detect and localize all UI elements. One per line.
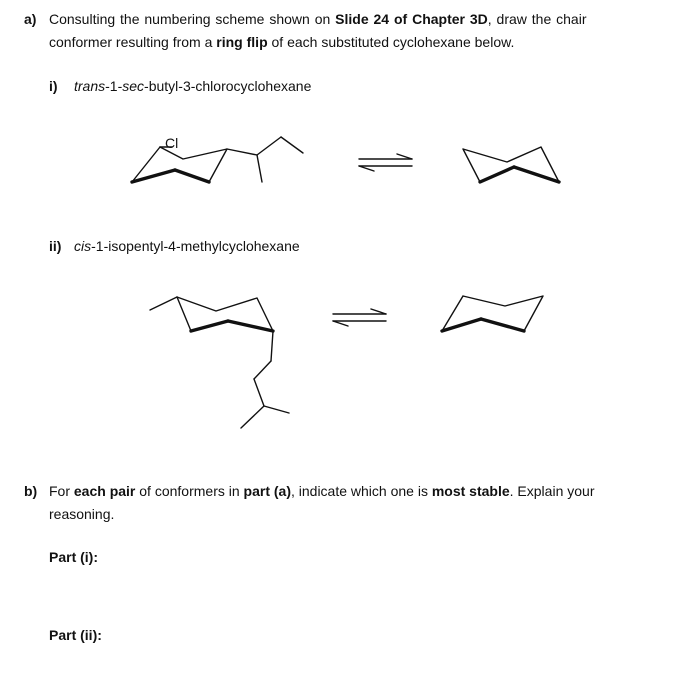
item-i-rest2: -butyl-3-chlorocyclohexane [144, 78, 312, 94]
part-a-line1-pre: Consulting the numbering scheme shown on [49, 11, 336, 27]
part-b-line1-mid2: , indicate which one is [290, 483, 432, 499]
cyclohexane-chair-icon [442, 296, 543, 331]
part-b-line1-post: . Explain your [509, 483, 595, 499]
part-a-line1-post: , draw the chair [487, 11, 587, 27]
equilibrium-arrows-icon [359, 154, 412, 171]
item-i-mid: sec [122, 78, 145, 94]
part-b-label: b) [24, 483, 38, 499]
part-a-label: a) [24, 11, 37, 27]
item-ii-rest: -1-isopentyl-4-methylcyclohexane [91, 238, 300, 254]
answer-part-ii-label: Part (ii): [49, 627, 102, 643]
answer-part-i-label: Part (i): [49, 549, 98, 565]
chair-structure-ii-left [150, 297, 289, 428]
part-a-line2-bold: ring flip [216, 34, 268, 50]
part-b-line1-bold2: part (a) [243, 483, 291, 499]
item-ii-label: ii) [49, 238, 62, 254]
part-b-line1-bold3: most stable [431, 483, 510, 499]
chlorine-label: Cl [165, 135, 179, 151]
item-i-label: i) [49, 78, 58, 94]
part-a-line2-pre: conformer resulting from a [49, 34, 217, 50]
item-i-rest: -1- [105, 78, 123, 94]
item-i-prefix: trans [74, 78, 106, 94]
part-b-line1-mid1: of conformers in [135, 483, 244, 499]
equilibrium-arrows-icon [333, 309, 386, 326]
chair-structure-i-left [132, 135, 303, 182]
part-b-line1-bold1: each pair [73, 483, 136, 499]
cyclohexane-chair-icon [463, 147, 559, 182]
part-b-question-line2: reasoning. [49, 506, 115, 522]
item-ii-prefix: cis [74, 238, 92, 254]
part-b-line1-pre: For [49, 483, 74, 499]
part-a-line1-bold: Slide 24 of Chapter 3D [335, 11, 488, 27]
part-a-line2-post: of each substituted cyclohexane below. [267, 34, 515, 50]
